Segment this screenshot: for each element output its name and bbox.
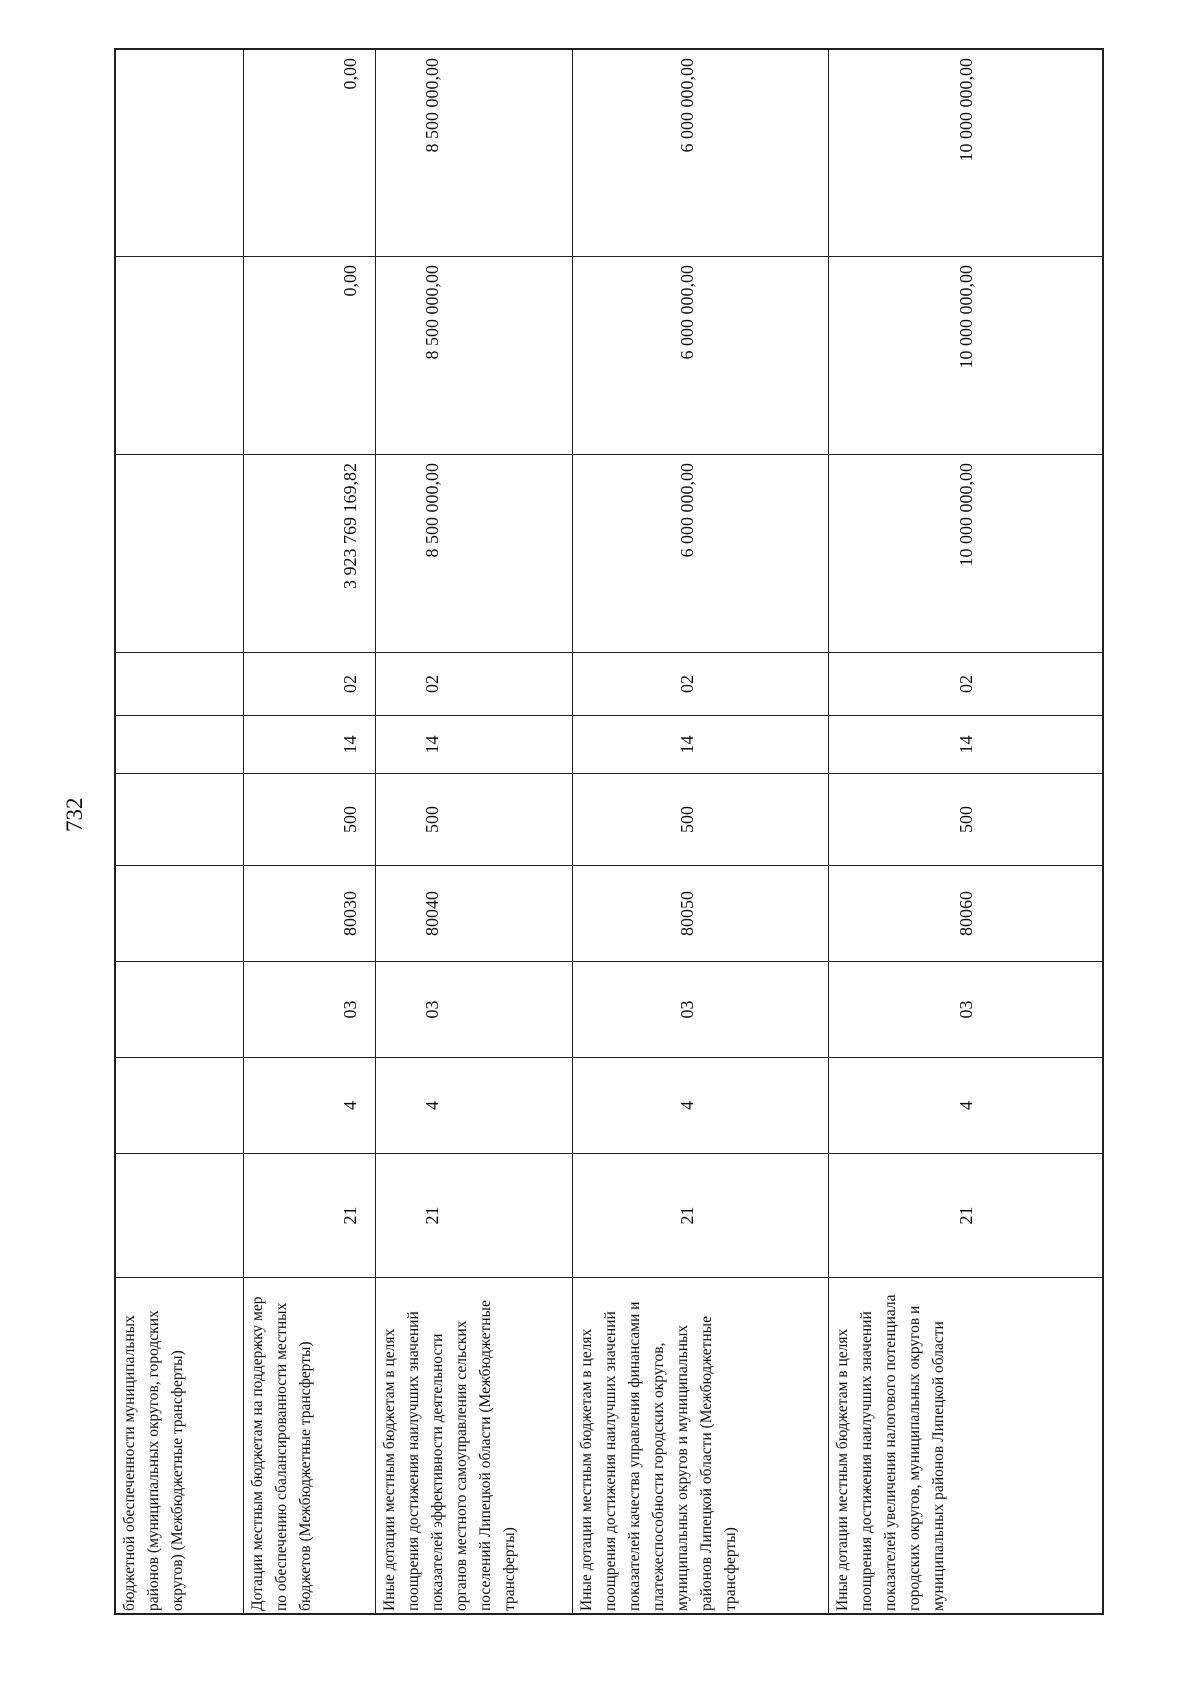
subsection-cell: 02 [376,652,572,715]
amount-year3-cell: 8 500 000,00 [422,58,442,153]
direction-code-cell: 80060 [829,865,1103,961]
measure-code-cell: 03 [244,961,375,1057]
subsection-cell [116,652,243,715]
expense-type-cell: 500 [829,773,1103,865]
expense-type-cell [116,773,243,865]
direction-code-cell: 80050 [573,865,828,961]
expense-type-cell: 500 [376,773,572,865]
amount-year3-cell: 10 000 000,00 [955,58,976,162]
expense-type-cell: 500 [573,773,828,865]
program-code-cell: 21 [573,1153,828,1277]
section-cell: 14 [573,715,828,773]
amount-year2-cell: 10 000 000,00 [829,256,1103,454]
direction-code-cell [116,865,243,961]
program-code-cell [116,1153,243,1277]
amount-year2-cell [116,256,243,454]
section-cell: 14 [244,715,375,773]
subprogram-code-cell: 4 [244,1057,375,1153]
amount-year1-cell: 10 000 000,00 [829,454,1103,652]
program-code-cell: 21 [376,1153,572,1277]
amount-year2-cell: 6 000 000,00 [573,256,828,454]
amount-year1-cell: 8 500 000,00 [376,454,572,652]
measure-code-cell [116,961,243,1057]
measure-code-cell: 03 [829,961,1103,1057]
program-code-cell: 21 [829,1153,1103,1277]
section-cell [116,715,243,773]
page-number: 732 [62,797,87,832]
table-row [376,50,573,1615]
subprogram-code-cell: 4 [573,1057,828,1153]
table-row [244,50,376,1615]
amount-year3-cell: 0,00 [340,58,360,90]
row-name-cell: Иные дотации местным бюджетам в целях поощрения достижения наилучших значений показателей увеличения налогового потенциала городских округов, муниципальных округов и муниципальных районов Липецкой области [829,1277,1103,1615]
amount-year1-cell [116,454,243,652]
amount-year2-cell: 0,00 [244,256,375,454]
measure-code-cell: 03 [573,961,828,1057]
row-name-cell: Иные дотации местным бюджетам в целях поощрения достижения наилучших значений показателей качества управления финансами и платежеспособности городских округов, муниципальных округов и муниципальных районов Липецкой области (Межбюджетные трансферты) [573,1277,828,1615]
amount-year3-cell [116,50,243,256]
row-name-cell: Иные дотации местным бюджетам в целях поощрения достижения наилучших значений показателей эффективности деятельности органов местного самоуправления сельских поселений Липецкой области (Межбюджетные трансферты) [376,1277,572,1615]
budget-table [116,50,1103,1615]
measure-code-cell: 03 [376,961,572,1057]
budget-table-frame [114,48,1104,1615]
direction-code-cell: 80030 [244,865,375,961]
expense-type-cell: 500 [244,773,375,865]
section-cell: 14 [376,715,572,773]
direction-code-cell: 80040 [376,865,572,961]
subsection-cell: 02 [829,652,1103,715]
subprogram-code-cell: 4 [829,1057,1103,1153]
amount-year1-cell: 6 000 000,00 [573,454,828,652]
row-name-cell: Дотации местным бюджетам на поддержку мер по обеспечению сбалансированности местных бюджетов (Межбюджетные трансферты) [244,1277,375,1615]
table-row [829,50,1103,1615]
row-name-cell: бюджетной обеспеченности муниципальных районов (муниципальных округов, городских округов) (Межбюджетные трансферты) [116,1277,243,1615]
amount-year2-cell: 8 500 000,00 [376,256,572,454]
program-code-cell: 21 [244,1153,375,1277]
table-row [573,50,829,1615]
subprogram-code-cell: 4 [376,1057,572,1153]
subsection-cell: 02 [573,652,828,715]
table-row [116,50,244,1615]
subprogram-code-cell [116,1057,243,1153]
amount-year1-cell: 3 923 769 169,82 [244,454,375,652]
amount-year3-cell: 6 000 000,00 [677,58,697,153]
subsection-cell: 02 [244,652,375,715]
section-cell: 14 [829,715,1103,773]
